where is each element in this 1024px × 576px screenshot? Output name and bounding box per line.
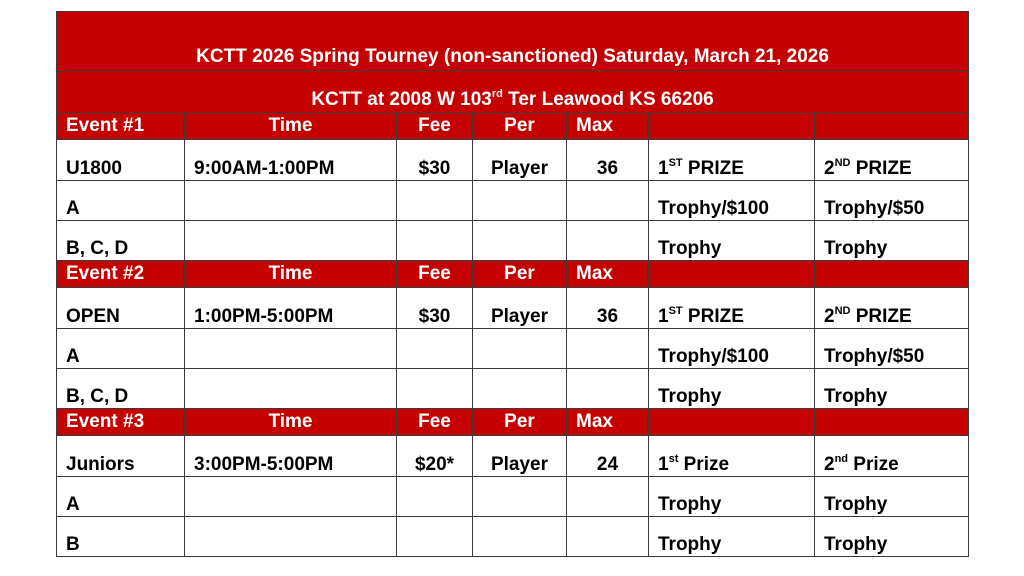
venue-row xyxy=(57,71,969,113)
event-max: 24 xyxy=(567,436,649,477)
first-prize-value: Trophy/$100 xyxy=(649,181,815,221)
blank-cell xyxy=(473,369,567,409)
per-header: Per xyxy=(473,409,567,436)
event-detail-row xyxy=(57,436,969,477)
second-prize-value: Trophy xyxy=(815,221,969,261)
event-max: 36 xyxy=(567,288,649,329)
header-blank-cell xyxy=(649,261,815,288)
event-header-row xyxy=(57,261,969,288)
class-label: B, C, D xyxy=(57,369,185,409)
fee-header: Fee xyxy=(397,409,473,436)
division-name: OPEN xyxy=(57,288,185,329)
blank-cell xyxy=(473,477,567,517)
blank-cell xyxy=(397,517,473,557)
division-name: Juniors xyxy=(57,436,185,477)
blank-cell xyxy=(567,181,649,221)
event-time: 9:00AM-1:00PM xyxy=(185,140,397,181)
blank-cell xyxy=(473,517,567,557)
event-per: Player xyxy=(473,140,567,181)
header-blank-cell xyxy=(649,409,815,436)
first-prize-value: Trophy xyxy=(649,477,815,517)
class-label: A xyxy=(57,477,185,517)
blank-cell xyxy=(473,221,567,261)
division-name: U1800 xyxy=(57,140,185,181)
event-fee: $30 xyxy=(397,288,473,329)
venue-address: KCTT at 2008 W 103rd Ter Leawood KS 66206 xyxy=(57,71,969,113)
blank-cell xyxy=(185,181,397,221)
header-blank-cell xyxy=(815,261,969,288)
blank-cell xyxy=(567,329,649,369)
blank-cell xyxy=(185,477,397,517)
event-name: Event #3 xyxy=(57,409,185,436)
event-fee: $30 xyxy=(397,140,473,181)
first-prize-heading: 1st Prize xyxy=(649,436,815,477)
prize-row xyxy=(57,517,969,557)
first-prize-heading: 1ST PRIZE xyxy=(649,288,815,329)
time-header: Time xyxy=(185,113,397,140)
blank-cell xyxy=(397,329,473,369)
event-per: Player xyxy=(473,288,567,329)
event-max: 36 xyxy=(567,140,649,181)
second-prize-heading: 2ND PRIZE xyxy=(815,140,969,181)
class-label: B, C, D xyxy=(57,221,185,261)
event-detail-row xyxy=(57,288,969,329)
blank-cell xyxy=(397,181,473,221)
second-prize-value: Trophy xyxy=(815,477,969,517)
first-prize-value: Trophy/$100 xyxy=(649,329,815,369)
second-prize-value: Trophy/$50 xyxy=(815,329,969,369)
event-header-row xyxy=(57,409,969,436)
fee-header: Fee xyxy=(397,113,473,140)
title-row xyxy=(57,12,969,71)
first-prize-value: Trophy xyxy=(649,221,815,261)
second-prize-heading: 2nd Prize xyxy=(815,436,969,477)
blank-cell xyxy=(567,517,649,557)
blank-cell xyxy=(185,221,397,261)
blank-cell xyxy=(185,517,397,557)
second-prize-heading: 2ND PRIZE xyxy=(815,288,969,329)
header-blank-cell xyxy=(815,113,969,140)
max-header: Max xyxy=(567,113,649,140)
blank-cell xyxy=(567,477,649,517)
second-prize-value: Trophy/$50 xyxy=(815,181,969,221)
blank-cell xyxy=(473,181,567,221)
max-header: Max xyxy=(567,261,649,288)
prize-row xyxy=(57,221,969,261)
event-name: Event #1 xyxy=(57,113,185,140)
class-label: B xyxy=(57,517,185,557)
event-name: Event #2 xyxy=(57,261,185,288)
event-detail-row xyxy=(57,140,969,181)
blank-cell xyxy=(567,369,649,409)
prize-row xyxy=(57,181,969,221)
second-prize-value: Trophy xyxy=(815,369,969,409)
per-header: Per xyxy=(473,261,567,288)
fee-header: Fee xyxy=(397,261,473,288)
tournament-title: KCTT 2026 Spring Tourney (non-sanctioned) Saturday, March 21, 2026 xyxy=(57,12,969,71)
header-blank-cell xyxy=(815,409,969,436)
max-header: Max xyxy=(567,409,649,436)
class-label: A xyxy=(57,181,185,221)
blank-cell xyxy=(567,221,649,261)
event-header-row xyxy=(57,113,969,140)
per-header: Per xyxy=(473,113,567,140)
blank-cell xyxy=(185,369,397,409)
event-fee: $20* xyxy=(397,436,473,477)
time-header: Time xyxy=(185,409,397,436)
blank-cell xyxy=(397,369,473,409)
tournament-schedule-table xyxy=(56,11,969,557)
prize-row xyxy=(57,369,969,409)
prize-row xyxy=(57,477,969,517)
first-prize-value: Trophy xyxy=(649,369,815,409)
event-time: 1:00PM-5:00PM xyxy=(185,288,397,329)
blank-cell xyxy=(473,329,567,369)
event-time: 3:00PM-5:00PM xyxy=(185,436,397,477)
first-prize-heading: 1ST PRIZE xyxy=(649,140,815,181)
header-blank-cell xyxy=(649,113,815,140)
blank-cell xyxy=(185,329,397,369)
blank-cell xyxy=(397,221,473,261)
first-prize-value: Trophy xyxy=(649,517,815,557)
second-prize-value: Trophy xyxy=(815,517,969,557)
event-per: Player xyxy=(473,436,567,477)
blank-cell xyxy=(397,477,473,517)
time-header: Time xyxy=(185,261,397,288)
prize-row xyxy=(57,329,969,369)
class-label: A xyxy=(57,329,185,369)
